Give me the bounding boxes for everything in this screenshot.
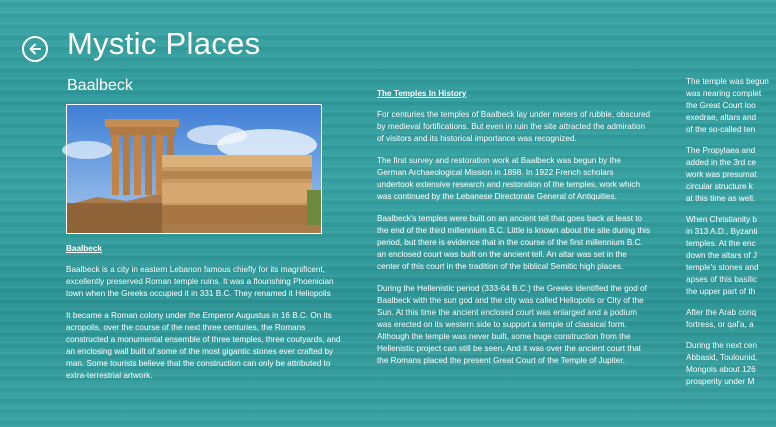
app-title: Mystic Places [67,26,261,61]
paragraph: The first survey and restoration work at Baalbeck was begun by the German Archaeological Mission in 1898. In 1922 French scholars undertook extensive research and restoration of the temples, work which was continued by the Lebanese Directorate General of Antiquities. [377,156,641,201]
column-baalbeck [66,243,342,392]
paragraph: After the Arab conq fortress, or qal'a, a [686,308,757,329]
section-title: Baalbeck [67,77,133,94]
column-temples-history [377,88,651,377]
column-heading: Baalbeck [66,244,102,253]
column-continued [686,76,776,397]
back-button[interactable] [22,36,48,62]
back-arrow-icon [28,42,42,56]
paragraph: During the Hellenistic period (333-64 B.C.) the Greeks identified the god of Baalbeck with the sun god and the city was called Heliopolis or City of the Sun. At this time the ancient enclosed court was enlarged and a podium was erected on its western side to support a temple of classical form. Although the temple was never built, some huge construction from the Hellenistic project can still be seen. And it was over the ancient court that the Romans placed the present Great Court of the Temple of Jupiter. [377,284,647,365]
paragraph: It became a Roman colony under the Emperor Augustus in 16 B.C. On its acropolis, over the course of the next three centuries, the Romans constructed a monumental ensemble of three temples, three coutyards, and an enclosing wall built of some of the most gigantic stones ever crafted by man. Some tourists believe that the construction can only be attributed to extra-terrestrial artwork. [66,311,341,380]
paragraph: Baalbeck is a city in eastern Lebanon famous chiefly for its magnificent, excellently preserved Roman temple ruins. It was a flourishing Phoenician town when the Greeks occupied it in 331 B.C. They renamed it Heliopolis [66,265,334,298]
paragraph: The Propylaea and added in the 3rd ce work was presumat circular structure k at this time as well. [686,146,757,203]
paragraph: During the next cen Abbasid, Toulounid, Mongols about 126 prosperity under M [686,341,758,386]
paragraph: For centuries the temples of Baalbeck lay under meters of rubble, obscured by medieval fortifications. But even in ruin the site attracted the admiration of visitors and its historical importance was recognized. [377,110,651,143]
baalbeck-photo [66,104,322,234]
paragraph: When Christianity b in 313 A.D., Byzanti temples. At the enc down the altars of J temple's stones and apses of this basilic the upper part of th [686,215,759,296]
paragraph: Baalbeck's temples were built on an ancient tell that goes back at least to the end of the third millennium B.C. Little is known about the site during this period, but there is evidence that in the course of the first millennium B.C. an enclosed court was built on the ancient tell. An altar was set in the center of this court in the tradition of the biblical Semitic high places. [377,214,651,271]
paragraph: The temple was begun was nearing complet the Great Court loo exedrae, altars and of the so-called ten [686,77,769,134]
column-heading: The Temples In History [377,89,467,98]
